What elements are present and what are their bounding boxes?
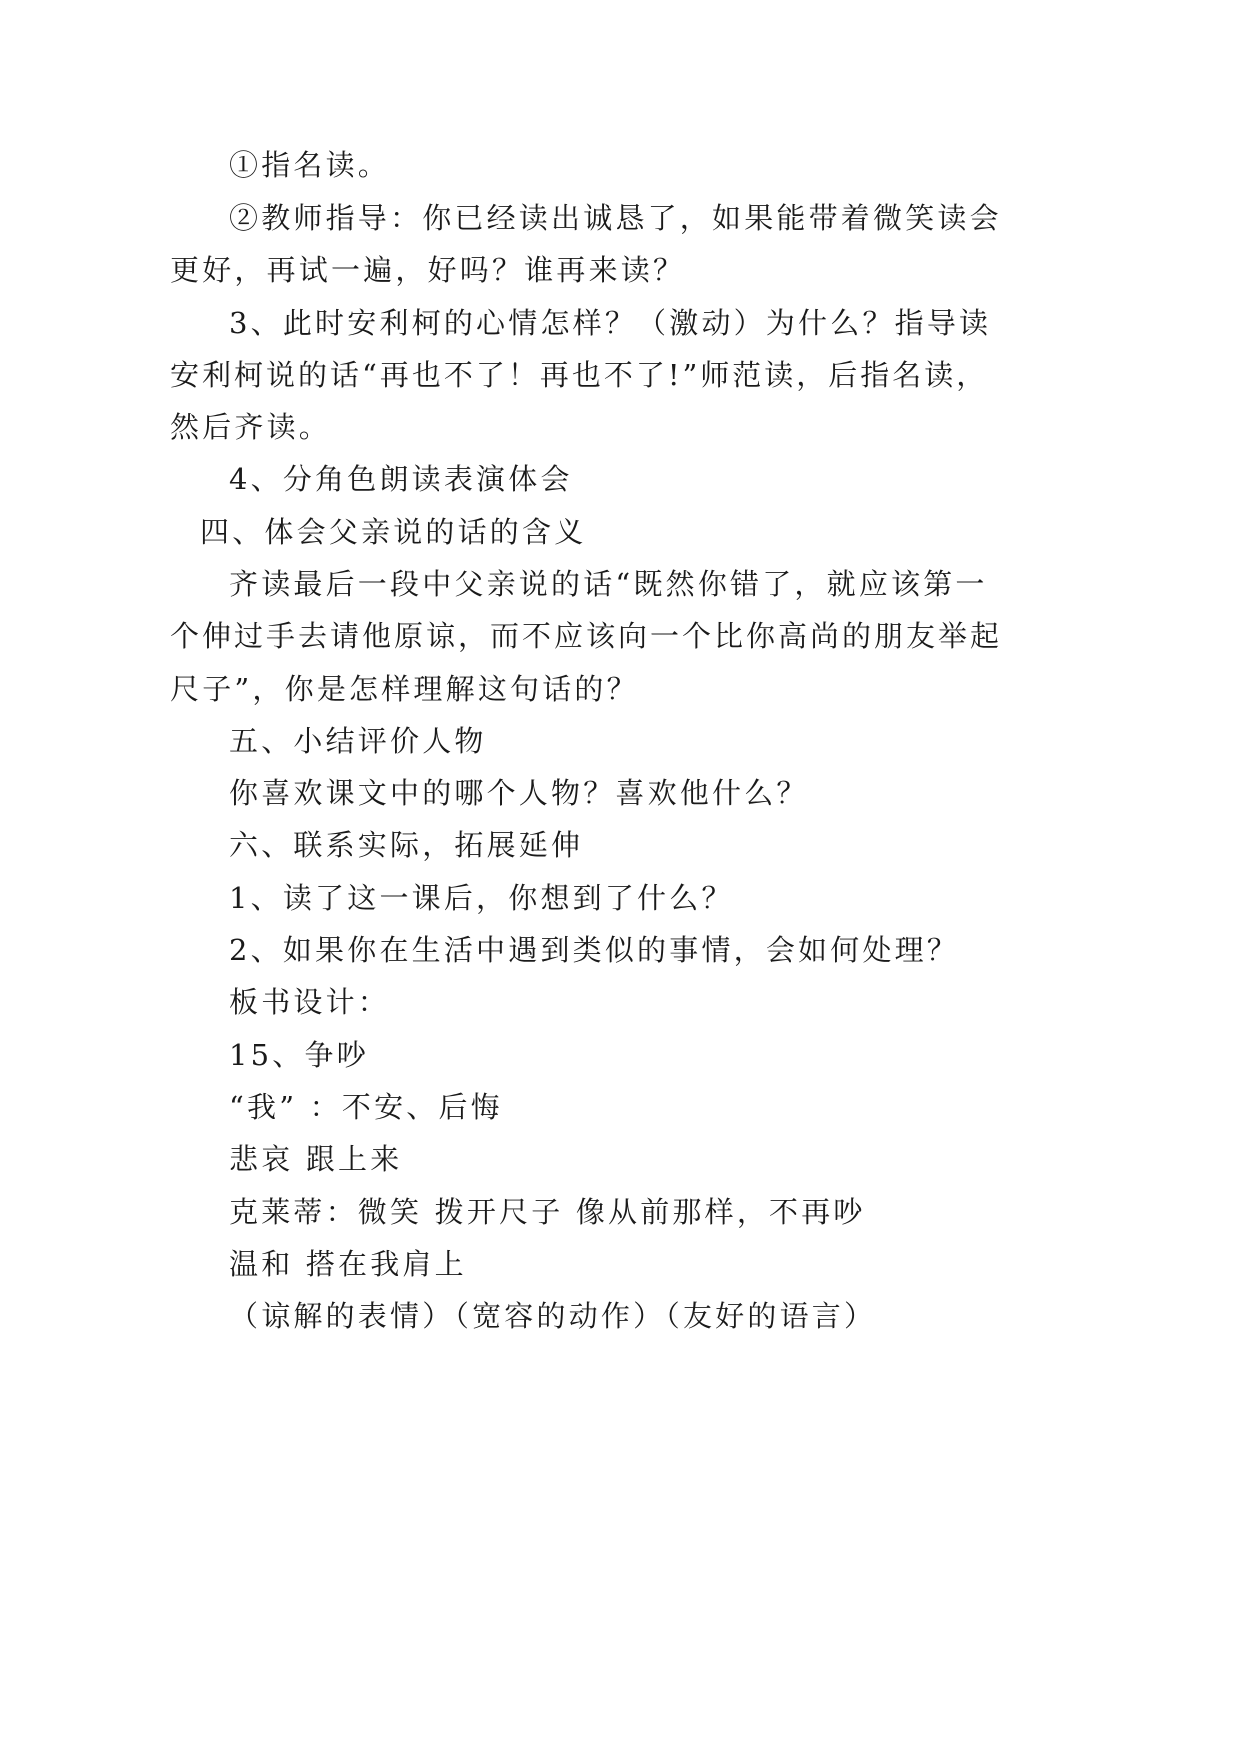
paragraph-line: ①指名读。 <box>229 148 391 182</box>
section-heading: 五、小结评价人物 <box>229 724 487 758</box>
paragraph-line: 2、如果你在生活中遇到类似的事情，会如何处理？ <box>229 933 960 967</box>
section-heading: 六、联系实际，拓展延伸 <box>229 828 584 862</box>
board-line: 悲哀 跟上来 <box>229 1142 403 1176</box>
paragraph-line: ②教师指导：你已经读出诚恳了，如果能带着微笑读会 <box>229 201 1002 235</box>
board-line: “我” ：不安、后悔 <box>229 1090 503 1124</box>
board-line: （谅解的表情）（宽容的动作）（友好的语言） <box>229 1299 877 1333</box>
board-title: 15、争吵 <box>229 1038 369 1072</box>
paragraph-line: 个伸过手去请他原谅，而不应该向一个比你高尚的朋友举起 <box>170 619 1003 653</box>
section-heading: 四、体会父亲说的话的含义 <box>200 515 587 549</box>
paragraph-line: 4、分角色朗读表演体会 <box>229 462 573 496</box>
board-design-label: 板书设计： <box>229 985 391 1019</box>
paragraph-line: 尺子”，你是怎样理解这句话的？ <box>170 672 639 706</box>
paragraph-line: 你喜欢课文中的哪个人物？喜欢他什么？ <box>229 776 809 810</box>
paragraph-line: 3、此时安利柯的心情怎样？（激动）为什么？指导读 <box>229 306 992 340</box>
paragraph-line: 1、读了这一课后，你想到了什么？ <box>229 881 734 915</box>
paragraph-line: 更好，再试一遍，好吗？谁再来读？ <box>170 253 686 287</box>
board-line: 克莱蒂：微笑 拨开尺子 像从前那样，不再吵 <box>229 1195 866 1229</box>
paragraph-line: 齐读最后一段中父亲说的话“既然你错了，就应该第一 <box>229 567 988 601</box>
paragraph-line: 安利柯说的话“再也不了！再也不了!”师范读，后指名读， <box>170 358 989 392</box>
paragraph-line: 然后齐读。 <box>170 410 332 444</box>
board-line: 温和 搭在我肩上 <box>229 1247 467 1281</box>
